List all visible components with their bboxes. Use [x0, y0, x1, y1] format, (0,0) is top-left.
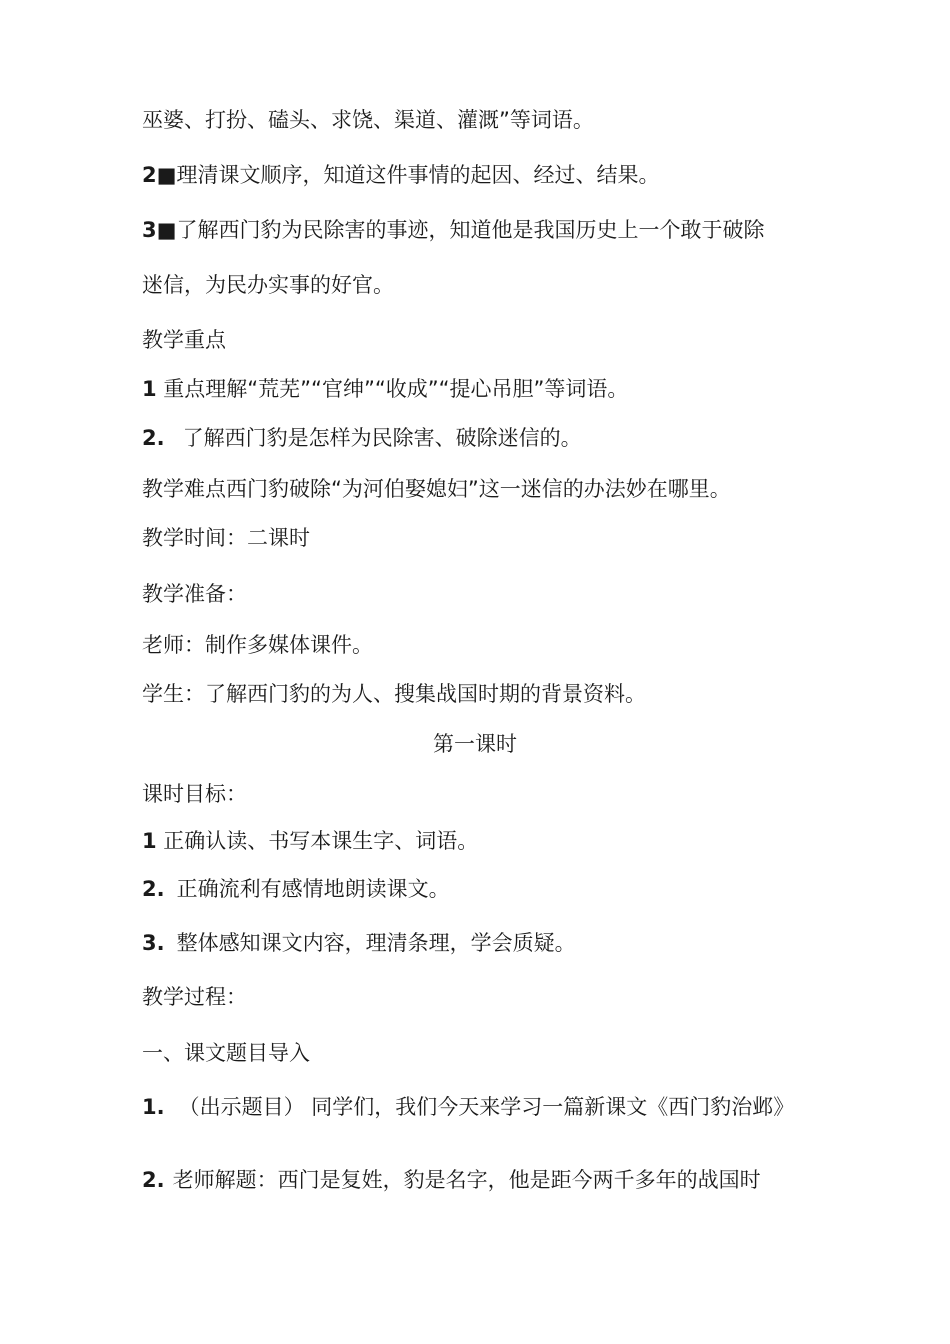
paragraph-text: 学生：了解西门豹的为人、搜集战国时期的背景资料。: [142, 682, 646, 706]
paragraph-text: 了解西门豹是怎样为民除害、破除迷信的。: [182, 426, 582, 450]
paragraph-text: 重点理解“荒芜”“官绅”“收成”“提心吊胆”等词语。: [156, 377, 629, 401]
paragraph-text: 了解西门豹为民除害的事迹，知道他是我国历史上一个敢于破除: [176, 218, 765, 242]
list-number: 1.: [142, 1095, 165, 1119]
paragraph-text: 迷信，为民办实事的好官。: [142, 273, 394, 297]
list-number: 2■: [142, 163, 177, 187]
list-number: 3.: [142, 931, 165, 955]
list-number: 1: [142, 377, 157, 401]
text-line: [142, 475, 830, 503]
text-line: [142, 680, 830, 708]
text-line: [142, 106, 830, 134]
paragraph-text: 整体感知课文内容，理清条理，学会质疑。: [176, 931, 576, 955]
paragraph-text: 教学时间：二课时: [142, 526, 310, 550]
section-heading: [142, 1039, 830, 1067]
section-heading: [142, 780, 830, 808]
list-number: 1: [142, 829, 157, 853]
list-item: [142, 375, 830, 403]
paragraph-text: 教学准备：: [142, 582, 247, 606]
list-item: [142, 424, 830, 452]
heading-text: 第一课时: [433, 732, 517, 756]
heading-text: 教学过程：: [142, 985, 247, 1009]
paragraph-text: 理清课文顺序，知道这件事情的起因、经过、结果。: [176, 163, 660, 187]
list-number: 2.: [142, 877, 165, 901]
paragraph-text: 巫婆、打扮、磕头、求饶、渠道、灌溉”等词语。: [142, 108, 594, 132]
list-number: 2.: [142, 1168, 165, 1192]
heading-text: 一、课文题目导入: [142, 1041, 310, 1065]
list-item: [142, 1166, 830, 1194]
section-heading: [142, 983, 830, 1011]
text-line: [142, 524, 830, 552]
list-item: [142, 1094, 810, 1120]
list-item: [142, 875, 830, 903]
section-heading: [142, 326, 830, 354]
paragraph-text: 教学难点西门豹破除“为河伯娶媳妇”这一迷信的办法妙在哪里。: [142, 477, 731, 501]
paragraph-text: 正确认读、书写本课生字、词语。: [156, 829, 479, 853]
list-item: [142, 929, 830, 957]
list-item: [142, 827, 830, 855]
heading-text: 教学重点: [142, 328, 226, 352]
lesson-title: [0, 730, 950, 758]
paragraph-text: 老师解题：西门是复姓，豹是名字，他是距今两千多年的战国时: [172, 1168, 761, 1192]
paragraph-text: （出示题目） 同学们，我们今天来学习一篇新课文《西门豹治邺》: [178, 1095, 795, 1119]
paragraph-text: 正确流利有感情地朗读课文。: [176, 877, 450, 901]
heading-text: 课时目标：: [142, 782, 247, 806]
list-item: [142, 161, 830, 189]
list-number: 3■: [142, 218, 177, 242]
text-line: [142, 631, 830, 659]
list-number: 2.: [142, 426, 165, 450]
text-line: [142, 580, 830, 608]
list-item: [142, 216, 830, 244]
paragraph-text: 老师：制作多媒体课件。: [142, 633, 373, 657]
text-line: [142, 271, 830, 299]
